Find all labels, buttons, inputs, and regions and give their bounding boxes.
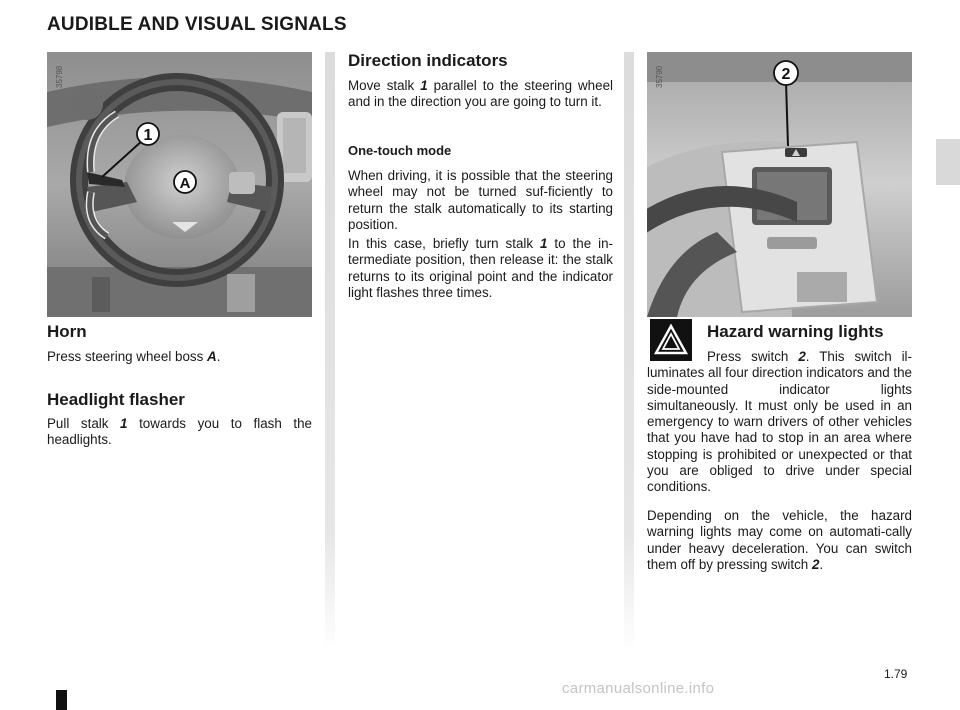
watermark: carmanualsonline.info <box>562 680 715 697</box>
figure-ref-code: 35790 <box>655 65 664 88</box>
chapter-tab <box>936 139 960 185</box>
one-touch-mode-text: When driving, it is possible that the steering wheel may not be turned suf-ficiently to return the stalk automatically to its starting position. <box>348 168 613 232</box>
one-touch-mode-text-2: In this case, briefly turn stalk 1 to the in-termediate position, then release it: the stalk returns to its original point and the indicator light flashes three times. <box>348 236 613 300</box>
dashboard-photo <box>647 52 912 317</box>
hazard-warning-text-2: Depending on the vehicle, the hazard warning lights may come on automati-cally under heavy deceleration. You can switch them off by pressing switch 2. <box>647 508 912 572</box>
headlight-flasher-heading: Headlight flasher <box>47 390 185 409</box>
hazard-warning-heading: Hazard warning lights <box>707 322 884 341</box>
figure-ref-code: 35798 <box>55 65 64 88</box>
horn-heading: Horn <box>47 322 87 341</box>
horn-text: Press steering wheel boss A. <box>47 349 221 364</box>
callout-label-a: A <box>179 175 191 192</box>
page-title: AUDIBLE AND VISUAL SIGNALS <box>47 14 347 35</box>
hazard-warning-text: Press switch 2. This switch il-luminates all four direction indicators and the side-mounted indicator lights simultaneously. It must only be used in an emergency to warn drivers of other vehicles that you have had to stop in an area where stopping is prohibited or unexpected or that you are obliged to drive under special conditions. <box>647 349 912 495</box>
column-divider <box>624 52 634 652</box>
page-number: 1.79 <box>884 667 908 681</box>
page-marker <box>56 690 67 710</box>
one-touch-mode-heading: One-touch mode <box>348 143 452 158</box>
direction-indicators-text: Move stalk 1 parallel to the steering wheel and in the direction you are going to turn it. <box>348 78 613 110</box>
direction-indicators-heading: Direction indicators <box>348 51 508 70</box>
column-divider <box>325 52 335 652</box>
headlight-flasher-text: Pull stalk 1 towards you to flash the headlights. <box>47 416 312 448</box>
callout-label-2: 2 <box>781 66 791 83</box>
callout-label-1: 1 <box>143 127 153 144</box>
steering-wheel-photo <box>47 52 312 317</box>
